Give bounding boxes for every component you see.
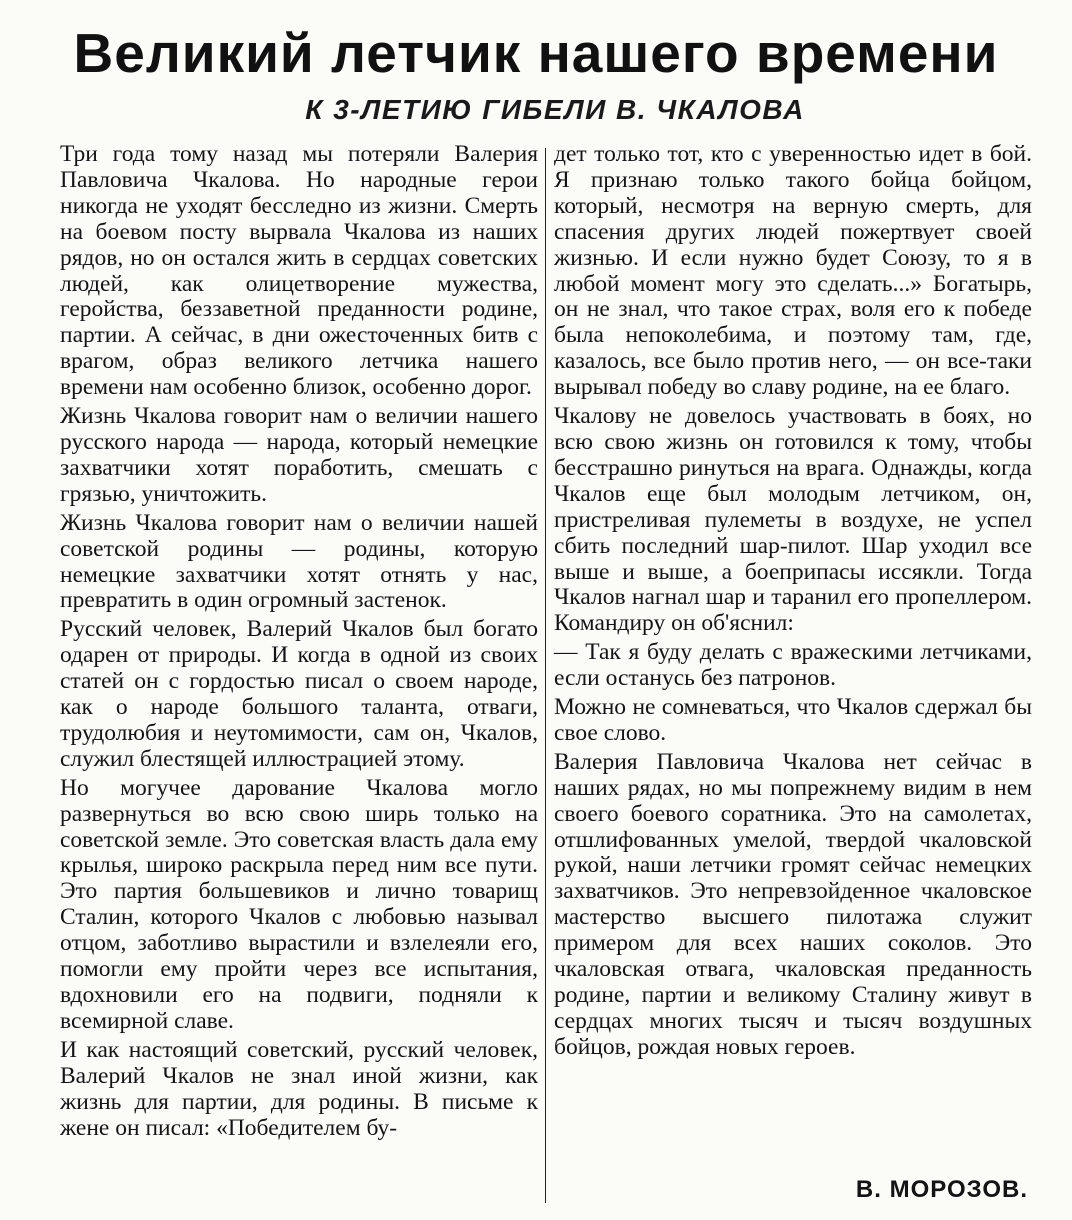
paragraph: Жизнь Чкалова говорит нам о величии нашей советской родины — родины, которую немецкие захватчики хотят отнять у нас, превратить в один огромный застенок. bbox=[60, 509, 538, 614]
paragraph: Можно не сомневаться, что Чкалов сдержал бы свое слово. bbox=[554, 694, 1032, 746]
paragraph: дет только тот, кто с уверенностью идет в бой. Я признаю только такого бойца бойцом, который, несмотря на верную смерть, для спасения других людей пожертвует своей жизнью. И если нужно будет Союзу, то я в любой момент могу это сделать...» Богатырь, он не знал, что такое страх, воля его к победе была непоколебима, и поэтому там, где, казалось, все было против него, — он все-таки вырывал победу во славу родине, на ее благо. bbox=[554, 141, 1032, 401]
paragraph: Чкалову не довелось участвовать в боях, но всю свою жизнь он готовился к тому, чтобы бесстрашно ринуться на врага. Однажды, когда Чкалов еще был молодым летчиком, он, пристреливая пулеметы в воздухе, не успел сбить последний шар-пилот. Шар уходил все выше и выше, а боеприпасы иссякли. Тогда Чкалов нагнал шар и таранил его пропеллером. Командиру он об'яснил: bbox=[554, 403, 1032, 637]
author-signature: В. МОРОЗОВ. bbox=[855, 1176, 1028, 1203]
article-headline: Великий летчик нашего времени bbox=[73, 22, 999, 84]
left-column bbox=[60, 142, 538, 1144]
paragraph: И как настоящий советский, русский человек, Валерий Чкалов не знал иной жизни, как жизнь для партии, для родины. В письме к жене он писал: «Победителем бу- bbox=[60, 1036, 538, 1141]
paragraph: Жизнь Чкалова говорит нам о величии нашего русского народа — народа, который немецкие захватчики хотят поработить, смешать с грязью, уничтожить. bbox=[60, 403, 538, 507]
column-divider bbox=[545, 148, 546, 1203]
paragraph: Валерия Павловича Чкалова нет сейчас в наших рядах, но мы попрежнему видим в нем своего боевого соратника. Это на самолетах, отшлифованных умелой, твердой чкаловской рукой, наши летчики громят сейчас немецких захватчиков. Это непревзойденное чкаловское мастерство высшего пилотажа служит примером для всех наших соколов. Это чкаловская отвага, чкаловская преданность родине, партии и великому Сталину живут в сердцах многих тысяч и тысяч воздушных бойцов, рождая новых героев. bbox=[554, 748, 1032, 1060]
paragraph: — Так я буду делать с вражескими летчиками, если останусь без патронов. bbox=[554, 639, 1032, 692]
paragraph: Но могучее дарование Чкалова могло развернуться во всю свою ширь только на советской земле. Это советская власть дала ему крылья, широко раскрыла перед ним все пути. Это партия большевиков и лично товарищ Сталин, которого Чкалов с любовью называл отцом, заботливо вырастили и взлелеяли его, помогли ему пройти через все испытания, вдохновили его на подвиги, подняли к всемирной славе. bbox=[60, 774, 538, 1034]
article-subheadline: К 3-ЛЕТИЮ ГИБЕЛИ В. ЧКАЛОВА bbox=[305, 94, 805, 125]
paragraph: Три года тому назад мы потеряли Валерия Павловича Чкалова. Но народные герои никогда не уходят бесследно из жизни. Смерть на боевом посту вырвала Чкалова из наших рядов, но он остался жить в сердцах советских людей, как олицетворение мужества, геройства, беззаветной преданности родине, партии. А сейчас, в дни ожесточенных битв с врагом, образ великого летчика нашего времени нам особенно близок, особенно дорог. bbox=[60, 141, 538, 401]
paragraph: Русский человек, Валерий Чкалов был богато одарен от природы. И когда в одной из своих статей он с гордостью писал о своем народе, как о народе большого таланта, отваги, трудолюбия и неутомимости, сам он, Чкалов, служил блестящей иллюстрацией этому. bbox=[60, 616, 538, 772]
right-column bbox=[554, 142, 1032, 1064]
